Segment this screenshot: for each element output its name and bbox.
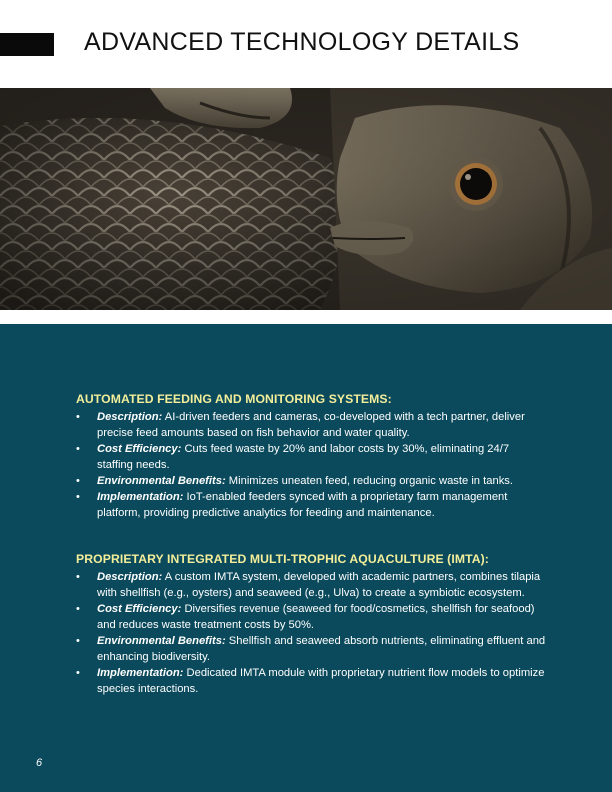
list-item [76,441,546,473]
bullet-term: Environmental Benefits: [97,635,226,647]
page-number: 6 [36,757,43,769]
bullet-list [76,409,546,521]
image-separator [0,310,612,324]
title-bar [0,0,612,88]
section-imta [76,552,546,697]
list-item [76,409,546,441]
bullet-text: Dedicated IMTA module with proprietary nutrient flow models to optimize species interactions. [97,667,545,695]
section-heading: AUTOMATED FEEDING AND MONITORING SYSTEMS: [76,392,392,406]
bullet-icon: • [76,411,80,423]
bullet-text: Minimizes uneaten feed, reducing organic waste in tanks. [225,475,513,487]
title-accent-block [0,33,54,56]
list-item [76,489,546,521]
bullet-icon: • [76,443,80,455]
bullet-term: Implementation: [97,491,184,503]
bullet-icon: • [76,667,80,679]
bullet-text: Diversifies revenue (seaweed for food/cosmetics, shellfish for seafood) and reduces waste treatment costs by 50%. [97,603,535,631]
bullet-icon: • [76,635,80,647]
bullet-text: Cuts feed waste by 20% and labor costs by 30%, eliminating 24/7 staffing needs. [97,443,510,471]
content-panel [0,324,612,792]
bullet-term: Cost Efficiency: [97,443,182,455]
list-item [76,633,546,665]
bullet-icon: • [76,475,80,487]
bullet-term: Implementation: [97,667,184,679]
bullet-icon: • [76,603,80,615]
bullet-term: Environmental Benefits: [97,475,226,487]
bullet-list [76,569,546,697]
bullet-term: Description: [97,411,163,423]
section-automated-feeding [76,392,546,521]
bullet-text: Shellfish and seaweed absorb nutrients, eliminating effluent and enhancing biodiversity. [97,635,546,663]
list-item [76,473,546,489]
bullet-term: Description: [97,571,163,583]
bullet-icon: • [76,491,80,503]
section-heading: PROPRIETARY INTEGRATED MULTI-TROPHIC AQUACULTURE (IMTA): [76,552,489,566]
page-title: ADVANCED TECHNOLOGY DETAILS [84,28,520,56]
list-item [76,569,546,601]
list-item [76,601,546,633]
bullet-term: Cost Efficiency: [97,603,182,615]
bullet-text: AI-driven feeders and cameras, co-developed with a tech partner, deliver precise feed amounts based on fish behavior and water quality. [97,411,525,439]
bullet-text: IoT-enabled feeders synced with a proprietary farm management platform, providing predictive analytics for feeding and maintenance. [97,491,508,519]
bullet-text: A custom IMTA system, developed with academic partners, combines tilapia with shellfish (e.g., oysters) and seaweed (e.g., Ulva) to create a symbiotic ecosystem. [97,571,541,599]
hero-image-fish [0,88,612,310]
list-item [76,665,546,697]
bullet-icon: • [76,571,80,583]
